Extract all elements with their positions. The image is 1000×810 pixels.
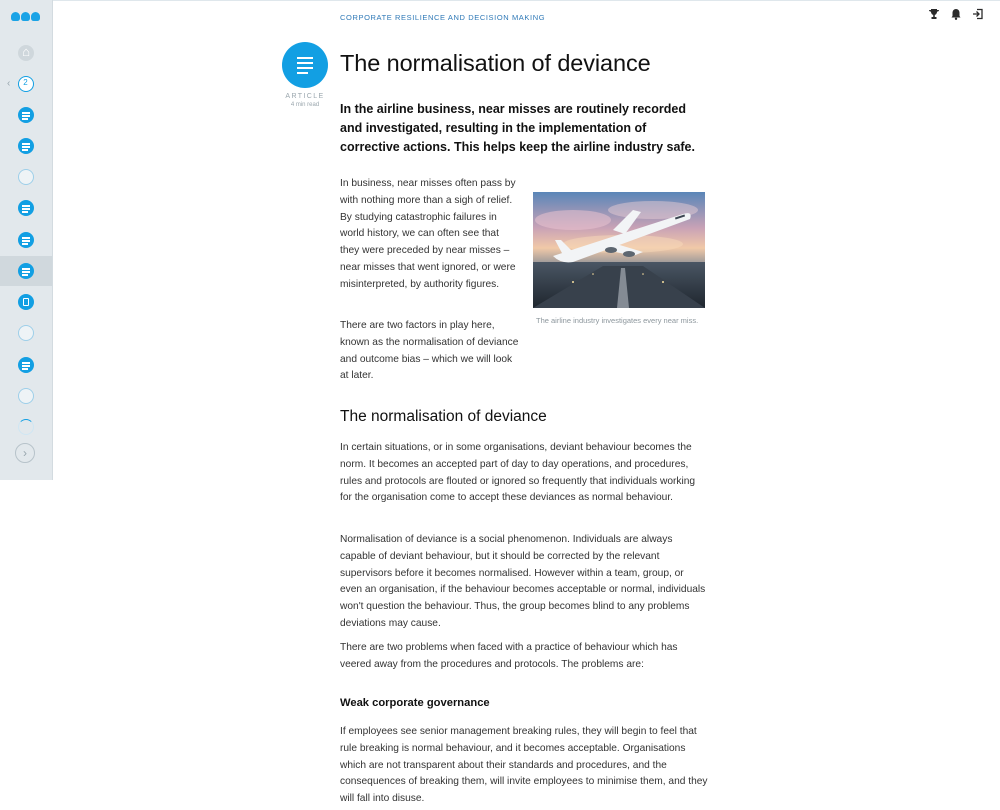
progress-icon — [18, 325, 34, 341]
article-type-label: ARTICLE — [285, 93, 325, 100]
airplane-image — [533, 192, 705, 308]
sidebar-item-in-progress[interactable] — [0, 162, 52, 192]
bell-icon[interactable] — [950, 8, 962, 20]
article-type-icon — [282, 42, 328, 88]
app-logo[interactable] — [11, 12, 40, 21]
article-icon — [18, 138, 34, 154]
sidebar-item-article[interactable] — [0, 100, 52, 130]
intro-paragraph: There are two factors in play here, known as the normalisation of deviance and outcome bias – which we will look at later. — [340, 320, 519, 382]
section-paragraph: There are two problems when faced with a practice of behaviour which has veered away from the procedures and protocols. The problems are: — [340, 642, 678, 670]
article-icon — [18, 232, 34, 248]
subsection-paragraph: If employees see senior management breaking rules, they will begin to feel that rule breaking is normal behaviour, and it becomes acceptable. Organisations which are not transparent about their standards and procedures, and the consequences of breaking them, will invite employees to minimise them, and they will fall into disuse. — [340, 726, 708, 805]
sidebar-item-home[interactable] — [0, 38, 52, 68]
chevron-left-icon[interactable]: ‹ — [7, 78, 11, 89]
sidebar-item-document[interactable] — [0, 287, 52, 317]
next-button[interactable] — [15, 443, 35, 463]
sidebar-item-in-progress[interactable] — [0, 318, 52, 348]
top-border — [0, 0, 1000, 1]
current-step-number: 2 — [23, 78, 28, 87]
progress-icon — [18, 388, 34, 404]
sidebar-item-current[interactable] — [0, 69, 52, 99]
category-label[interactable]: CORPORATE RESILIENCE AND DECISION MAKING — [340, 13, 546, 22]
chevron-right-icon: › — [23, 446, 27, 460]
progress-icon — [18, 169, 34, 185]
article-icon — [18, 200, 34, 216]
trophy-icon[interactable] — [928, 8, 940, 20]
header-actions — [928, 8, 984, 20]
article-icon — [18, 263, 34, 279]
subheading: Weak corporate governance — [340, 697, 490, 709]
section-paragraph: Normalisation of deviance is a social phenomenon. Individuals are always capable of deviant behaviour, but it should be corrected by the relevant supervisors before it becomes normalised. However within a team, group, or even an organisation, if the behaviour becomes acceptable or normal, individuals won't question the behaviour. Thus, the group becomes blind to any problems deviations may cause. — [340, 534, 706, 629]
sidebar-item-article[interactable] — [0, 193, 52, 223]
sidebar-item-article[interactable] — [0, 350, 52, 380]
home-icon — [18, 45, 34, 61]
article-icon — [18, 357, 34, 373]
read-time: 4 min read — [290, 102, 320, 108]
sidebar-item-in-progress[interactable] — [0, 381, 52, 411]
image-caption: The airline industry investigates every near miss. — [536, 316, 699, 325]
sidebar-item-article[interactable] — [0, 225, 52, 255]
section-heading: The normalisation of deviance — [340, 408, 547, 425]
sidebar-item-article[interactable] — [0, 131, 52, 161]
article-lead: In the airline business, near misses are routinely recorded and investigated, resulting in the implementation of corrective actions. This helps keep the airline industry safe. — [340, 102, 695, 154]
article-title: The normalisation of deviance — [340, 50, 651, 76]
sidebar-item-active-article[interactable] — [0, 256, 52, 286]
sidebar-item-partial[interactable] — [0, 412, 52, 442]
article-icon — [18, 107, 34, 123]
logout-icon[interactable] — [972, 8, 984, 20]
partial-progress-icon — [18, 419, 34, 435]
current-step-icon — [18, 76, 34, 92]
document-icon — [18, 294, 34, 310]
sidebar — [0, 0, 53, 480]
section-paragraph: In certain situations, or in some organisations, deviant behaviour becomes the norm. It becomes an accepted part of day to day operations, and procedures, rules and protocols are flouted or ignored so frequently that individuals working for the organisation come to accept these deviances as normal behaviour. — [340, 442, 696, 504]
intro-paragraph: In business, near misses often pass by with nothing more than a sigh of relief. By studying catastrophic failures in world history, we can often see that they were preceded by near misses – near misses that went ignored, or were misinterpreted, by authority figures. — [340, 178, 516, 290]
